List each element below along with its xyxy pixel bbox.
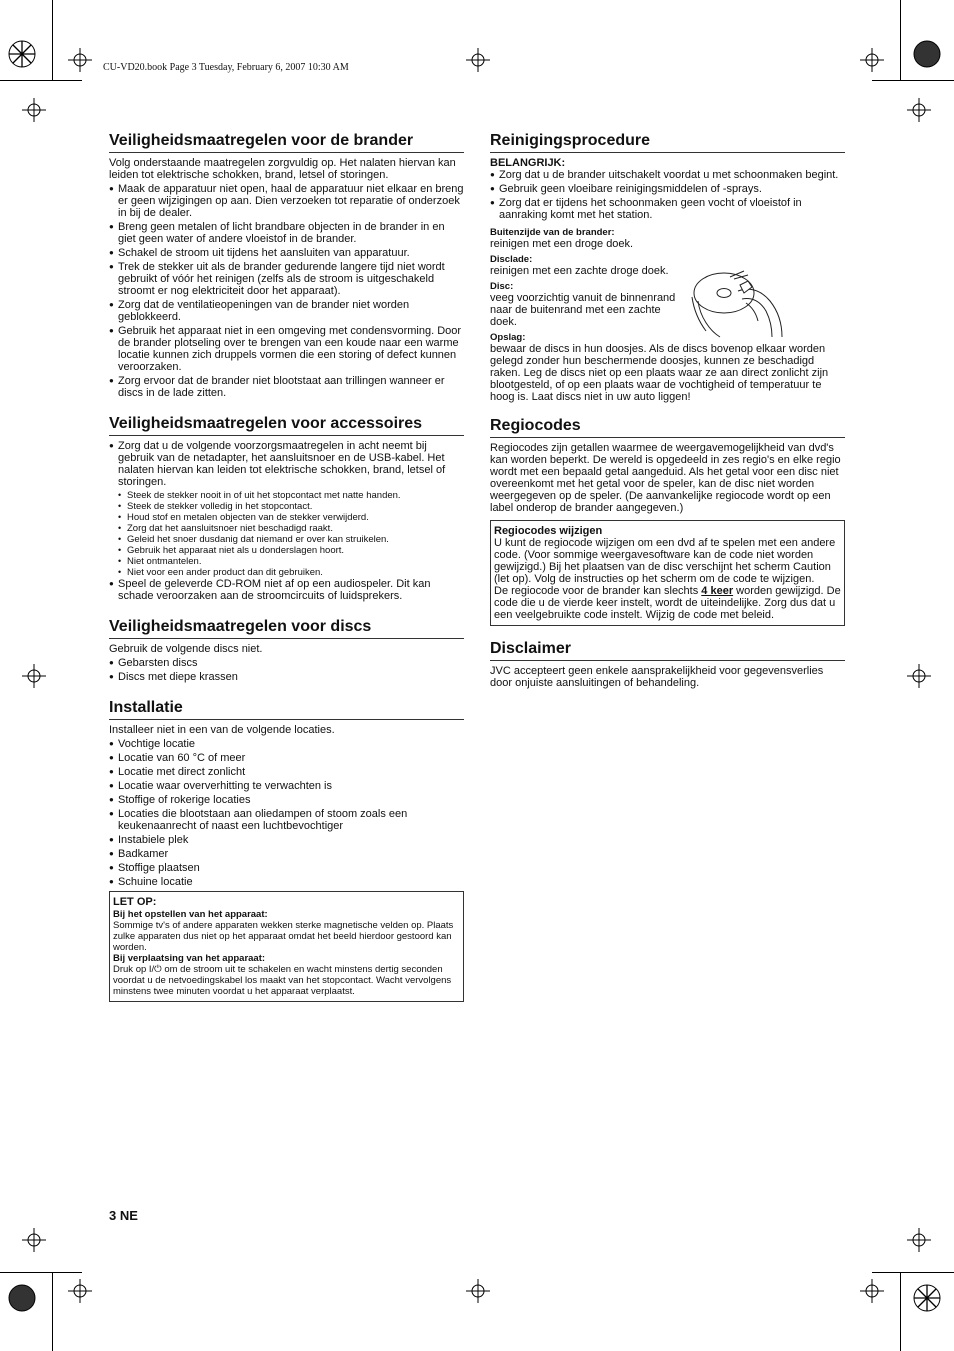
crosshair-icon [907, 664, 931, 688]
disc-wiping-illustration [690, 267, 786, 339]
print-header: CU-VD20.book Page 3 Tuesday, February 6, 2007 10:30 AM [103, 62, 349, 73]
section-title: Regiocodes [490, 416, 845, 438]
list-item: ● Gebruik het apparaat niet in een omgeving met condensvorming. Door de brander plotseling over te brengen van een koude naar een warme locatie kunnen zich druppels vormen die een storing of defect kunnen veroorzaken. [109, 325, 464, 373]
sub-bullet-list [109, 490, 464, 578]
list-item: ● Gebarsten discs [109, 657, 464, 669]
important-label: BELANGRIJK: [490, 157, 566, 169]
region-box-text: U kunt de regiocode wijzigen om een dvd af te spelen met een andere code. (Voor sommige weergavesoftware kan de code niet worden gewijzigd.) Bij het plaatsen van de disc verschijnt het scherm Caution (let op). Volg de instructies op het scherm om de code te wijzigen. [494, 537, 836, 585]
registration-dark-circle-icon [913, 40, 941, 68]
list-item: ● Maak de apparatuur niet open, haal de apparatuur niet elkaar en breng er geen wijzigingen op aan. Dien verzoeken tot reparatie of onderzoek in bij de dealer. [109, 183, 464, 219]
intro-text: Installeer niet in een van de volgende locaties. [109, 724, 335, 736]
sub-list-item: • Zorg dat het aansluitsnoer niet beschadigd raakt. [109, 523, 464, 534]
bullet-list [109, 578, 464, 602]
caution-text: Druk op I/⏻ om de stroom uit te schakelen en wacht minstens dertig seconden voordat u de netvoedingskabel los maakt van het stopcontact. Wacht vervolgens minstens twee minuten voordat u het apparaat verplaatst. [113, 964, 452, 997]
list-item: ● Vochtige locatie [109, 738, 464, 750]
sub-list-item: • Steek de stekker volledig in het stopcontact. [109, 501, 464, 512]
section-burner-safety [109, 131, 464, 399]
region-text: Regiocodes zijn getallen waarmee de weergavemogelijkheid van dvd's kan worden beperkt. De wereld is opgedeeld in zes regio's en elke regio wordt met een bepaald getal aangeduid. Als het getal voor een disc niet overeenkomt met het getal voor de speler, kan de disc niet worden weergegeven op de speler. (De aanvankelijke regiocode wordt op een label onderop de brander aangegeven.) [490, 442, 841, 514]
section-disc-safety [109, 617, 464, 683]
list-item: ● Stoffige plaatsen [109, 862, 464, 874]
cleaning-caption: Buitenzijde van de brander: [490, 227, 615, 238]
section-title: Disclaimer [490, 639, 845, 661]
list-item: ● Zorg ervoor dat de brander niet blootstaat aan trillingen wanneer er discs in de lade zitten. [109, 375, 464, 399]
section-cleaning [490, 131, 845, 403]
section-installation [109, 698, 464, 1002]
list-item: ● Instabiele plek [109, 834, 464, 846]
list-item: ● Zorg dat u de volgende voorzorgsmaatregelen in acht neemt bij gebruik van de netadapter, het aansluitsnoer en de USB-kabel. Het nalaten hiervan kan leiden tot elektrische schokken, brand, letsel of storingen. [109, 440, 464, 488]
list-item: ● Breng geen metalen of licht brandbare objecten in de brander in en giet geen water of andere vloeistof in de brander. [109, 221, 464, 245]
list-item: ● Zorg dat de ventilatieopeningen van de brander niet worden geblokkeerd. [109, 299, 464, 323]
crosshair-icon [22, 98, 46, 122]
list-item: ● Schuine locatie [109, 876, 464, 888]
section-title: Veiligheidsmaatregelen voor discs [109, 617, 464, 639]
cleaning-text: reinigen met een zachte droge doek. [490, 265, 669, 277]
caution-subheading: Bij het opstellen van het apparaat: [113, 909, 268, 920]
sub-list-item: • Niet voor een ander product dan dit gebruiken. [109, 567, 464, 578]
bullet-list [109, 738, 464, 888]
list-item: ● Zorg dat u de brander uitschakelt voordat u met schoonmaken begint. [490, 169, 845, 181]
registration-starburst-icon [8, 40, 36, 68]
registration-starburst-icon [913, 1284, 941, 1312]
list-item: ● Stoffige of rokerige locaties [109, 794, 464, 806]
crosshair-icon [907, 1228, 931, 1252]
caution-title: LET OP: [113, 896, 157, 908]
right-column [490, 131, 845, 691]
list-item: ● Locatie van 60 °C of meer [109, 752, 464, 764]
emphasis-count: 4 keer [701, 585, 734, 597]
region-box-text-2 [494, 585, 841, 621]
crosshair-icon [860, 48, 884, 72]
bullet-list [109, 440, 464, 488]
list-item: ● Gebruik geen vloeibare reinigingsmiddelen of -sprays. [490, 183, 845, 195]
intro-text: Volg onderstaande maatregelen zorgvuldig op. Het nalaten hiervan kan leiden tot elektrische schokken, brand, letsel of storingen. [109, 157, 456, 181]
text-run: worden gewijzigd. De code die u de vierde keer instelt, wordt de uiteindelijke. Zorg dus dat u een veelgebruikte code instelt. Wijzig de code met beleid. [494, 585, 841, 621]
sub-list-item: • Houd stof en metalen objecten van de stekker verwijderd. [109, 512, 464, 523]
cleaning-text: veeg voorzichtig vanuit de binnenrand naar de buitenrand met een zachte doek. [490, 292, 676, 328]
list-item: ● Discs met diepe krassen [109, 671, 464, 683]
text-run: De regiocode voor de brander kan slechts [494, 585, 702, 597]
left-column [109, 131, 464, 1002]
section-title: Reinigingsprocedure [490, 131, 845, 153]
disclaimer-text: JVC accepteert geen enkele aansprakelijkheid voor gegevensverlies door onjuiste aansluitingen of behandeling. [490, 665, 824, 689]
bullet-list [109, 183, 464, 399]
list-item: ● Speel de geleverde CD-ROM niet af op een audiospeler. Dit kan schade veroorzaken aan de stroomcircuits of luidsprekers. [109, 578, 464, 602]
sub-list-item: • Niet ontmantelen. [109, 556, 464, 567]
crosshair-icon [68, 48, 92, 72]
section-title: Installatie [109, 698, 464, 720]
crosshair-icon [22, 664, 46, 688]
sub-list-item: • Geleid het snoer dusdanig dat niemand er over kan struikelen. [109, 534, 464, 545]
caution-subheading: Bij verplaatsing van het apparaat: [113, 953, 266, 964]
list-item: ● Zorg dat er tijdens het schoonmaken geen vocht of vloeistof in aanraking komt met het station. [490, 197, 845, 221]
registration-dark-circle-icon [8, 1284, 36, 1312]
list-item: ● Badkamer [109, 848, 464, 860]
section-disclaimer [490, 639, 845, 689]
crosshair-icon [466, 48, 490, 72]
crosshair-icon [22, 1228, 46, 1252]
section-region-codes [490, 416, 845, 626]
page-number: 3 NE [109, 1208, 138, 1223]
cleaning-caption: Opslag: [490, 332, 526, 343]
list-item: ● Trek de stekker uit als de brander gedurende langere tijd niet wordt gebruikt of vóór het reinigen (zelfs als de stroom is uitgeschakeld stroomt er nog elektriciteit door het apparaat). [109, 261, 464, 297]
crosshair-icon [68, 1279, 92, 1303]
cleaning-caption: Disclade: [490, 254, 533, 265]
list-item: ● Locatie met direct zonlicht [109, 766, 464, 778]
caution-box [109, 891, 464, 1002]
section-title: Veiligheidsmaatregelen voor de brander [109, 131, 464, 153]
cleaning-text: bewaar de discs in hun doosjes. Als de discs bovenop elkaar worden gelegd zonder hun beschermende doosjes, kunnen ze beschadigd raken. Leg de discs niet op een plaats waar ze aan direct zonlicht zijn blootgesteld, of op een plaats waar de vochtigheid of temperatuur te hoog is. Laat discs niet in uw auto liggen! [490, 343, 829, 403]
crosshair-icon [860, 1279, 884, 1303]
cleaning-caption: Disc: [490, 281, 514, 292]
section-accessory-safety [109, 414, 464, 602]
crosshair-icon [907, 98, 931, 122]
bullet-list [109, 657, 464, 683]
list-item: ● Locaties die blootstaan aan oliedampen of stoom zoals een keukenaanrecht of naast een luchtbevochtiger [109, 808, 464, 832]
region-change-box [490, 520, 845, 626]
list-item: ● Locatie waar oververhitting te verwachten is [109, 780, 464, 792]
region-box-title: Regiocodes wijzigen [494, 525, 603, 537]
sub-list-item: • Steek de stekker nooit in of uit het stopcontact met natte handen. [109, 490, 464, 501]
sub-list-item: • Gebruik het apparaat niet als u donderslagen hoort. [109, 545, 464, 556]
section-title: Veiligheidsmaatregelen voor accessoires [109, 414, 464, 436]
crosshair-icon [466, 1279, 490, 1303]
cleaning-text: reinigen met een droge doek. [490, 238, 634, 250]
list-item: ● Schakel de stroom uit tijdens het aansluiten van apparatuur. [109, 247, 464, 259]
caution-text: Sommige tv's of andere apparaten wekken sterke magnetische velden op. Plaats zulke apparaten dus niet op het apparaat omdat het beeld hierdoor gestoord kan worden. [113, 920, 454, 953]
intro-text: Gebruik de volgende discs niet. [109, 643, 263, 655]
bullet-list [490, 169, 845, 221]
